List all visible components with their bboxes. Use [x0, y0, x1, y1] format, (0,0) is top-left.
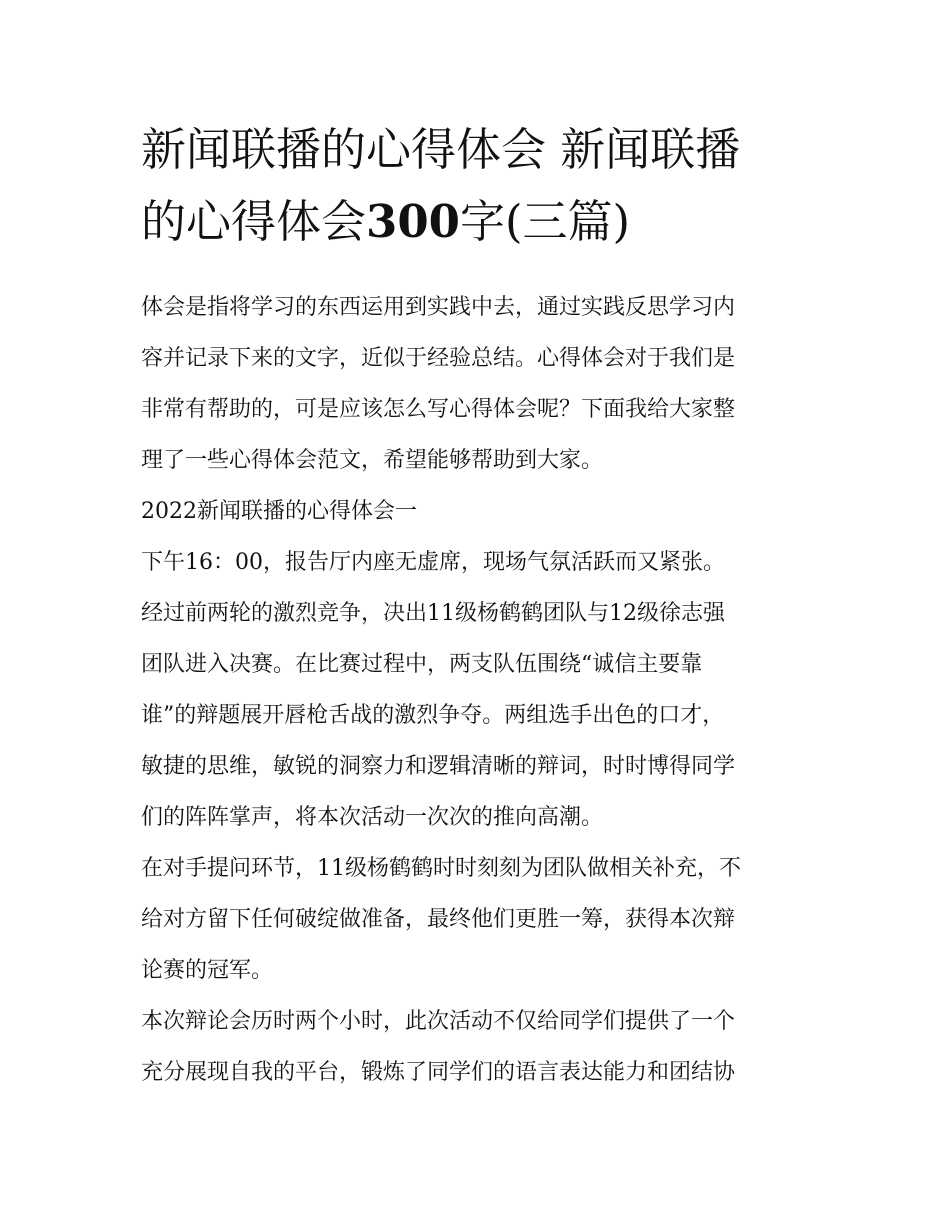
- paragraph-opening: [141, 537, 821, 588]
- section-heading-text: 2022新闻联播的心得体会一: [141, 499, 417, 524]
- paragraph-line: 们的阵阵掌声，将本次活动一次次的推向高潮。: [141, 805, 604, 830]
- document-title: [141, 114, 821, 258]
- paragraph-line: 理了一些心得体会范文，希望能够帮助到大家。: [141, 448, 604, 473]
- title-number: 300: [366, 195, 460, 248]
- paragraph-line: 给对方留下任何破绽做准备，最终他们更胜一筹，获得本次辩: [141, 907, 736, 932]
- paragraph-line: 下午16：00，报告厅内座无虚席，现场气氛活跃而又紧张。: [141, 550, 725, 575]
- section-heading: [141, 486, 821, 537]
- title-line-2: [141, 186, 821, 258]
- paragraph-line: 充分展现自我的平台，锻炼了同学们的语言表达能力和团结协: [141, 1060, 736, 1085]
- paragraph-line: 经过前两轮的激烈竞争，决出11级杨鹤鹤团队与12级徐志强: [141, 601, 725, 626]
- paragraph-line: 容并记录下来的文字，近似于经验总结。心得体会对于我们是: [141, 346, 736, 371]
- paragraph-line: 敏捷的思维，敏锐的洞察力和逻辑清晰的辩词，时时博得同学: [141, 754, 736, 779]
- title-text-prefix: 的心得体会: [141, 195, 367, 248]
- paragraph-line: 非常有帮助的，可是应该怎么写心得体会呢？下面我给大家整: [141, 397, 736, 422]
- document-body: [141, 282, 821, 1098]
- paragraph-intro: [141, 282, 821, 486]
- paragraph-line: 在对手提问环节，11级杨鹤鹤时时刻刻为团队做相关补充，不: [141, 856, 741, 881]
- paragraph-questioning: [141, 843, 821, 996]
- paragraph-debate: [141, 588, 821, 843]
- paragraph-summary: [141, 996, 821, 1098]
- paragraph-line: 体会是指将学习的东西运用到实践中去，通过实践反思学习内: [141, 295, 736, 320]
- paragraph-line: 谁”的辩题展开唇枪舌战的激烈争夺。两组选手出色的口才，: [141, 703, 725, 728]
- paragraph-line: 论赛的冠军。: [141, 958, 274, 983]
- paragraph-line: 本次辩论会历时两个小时，此次活动不仅给同学们提供了一个: [141, 1009, 736, 1034]
- title-line-1: 新闻联播的心得体会 新闻联播: [141, 123, 741, 176]
- title-text-suffix: 字(三篇): [459, 195, 631, 248]
- paragraph-line: 团队进入决赛。在比赛过程中，两支队伍围绕“诚信主要靠: [141, 652, 703, 677]
